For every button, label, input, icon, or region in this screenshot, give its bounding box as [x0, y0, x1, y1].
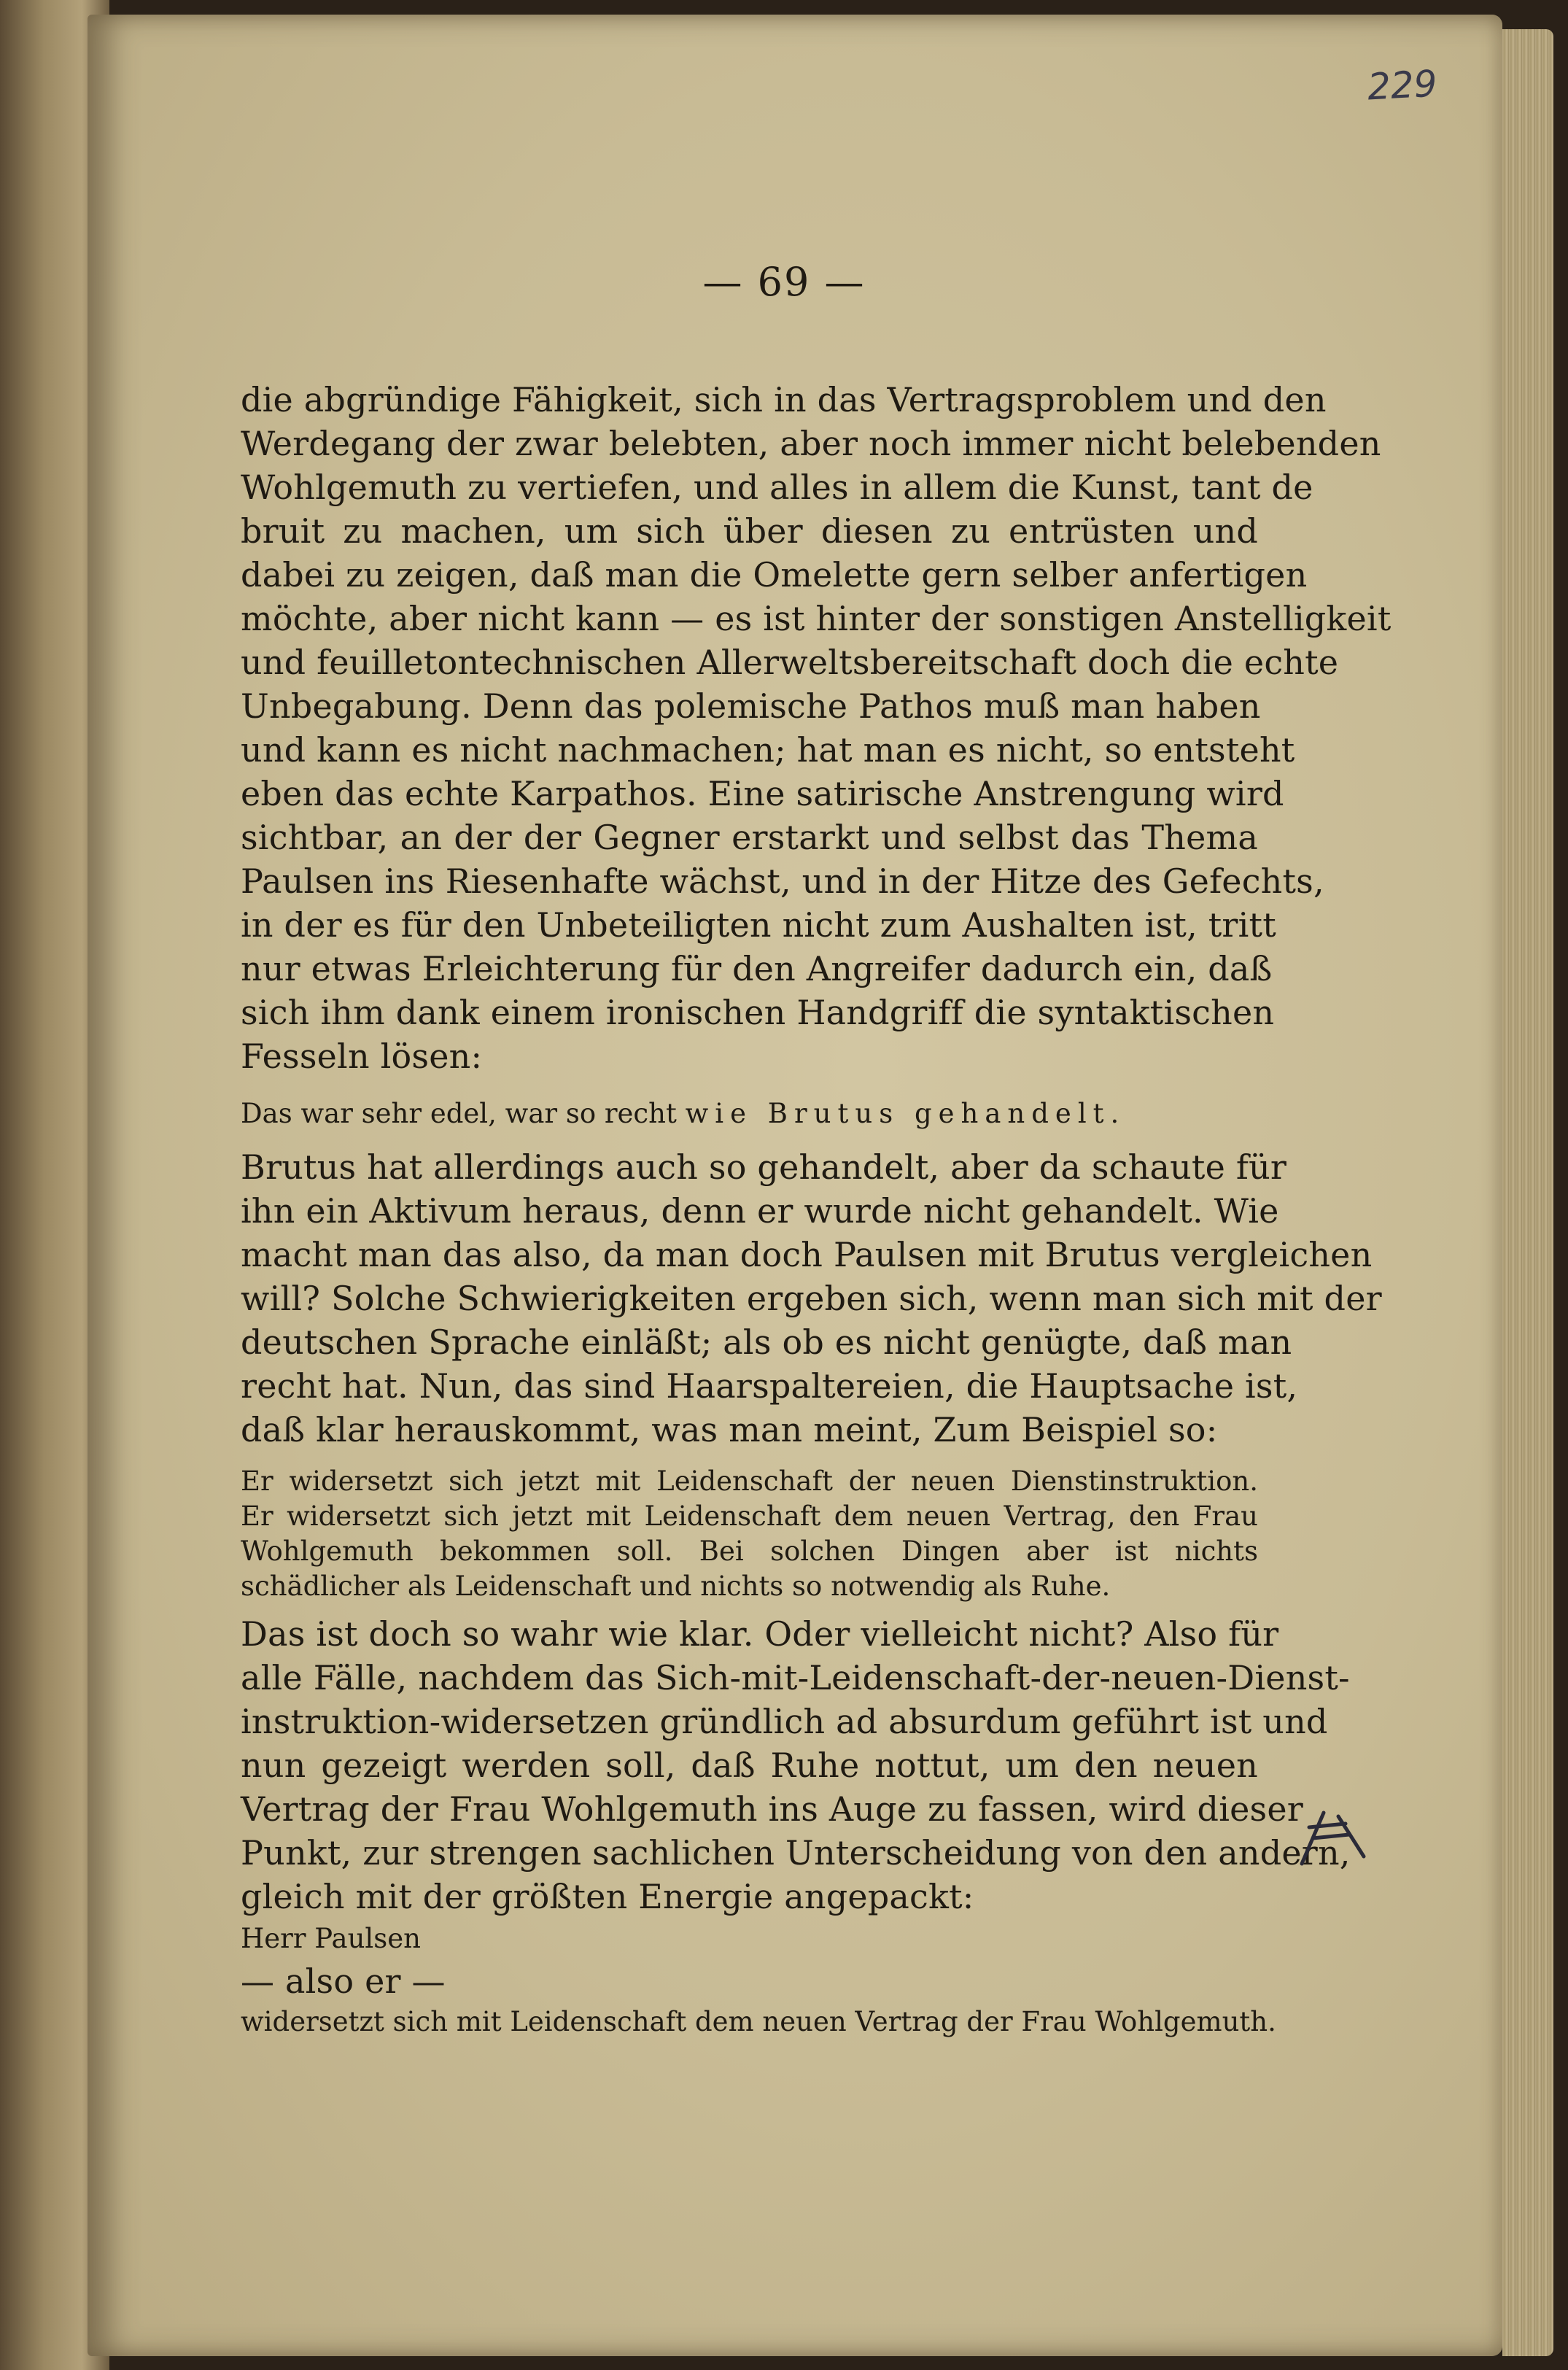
handwritten-correction-mark-icon [1295, 1805, 1367, 1871]
text-line: Werdegang der zwar belebten, aber noch immer nicht belebenden [241, 424, 1381, 463]
text-line: Fesseln lösen: [241, 1037, 483, 1076]
page-number: — 69 — [702, 259, 866, 305]
quote-line: Wohlgemuth bekommen soll. Bei solchen Dingen aber ist nichts [241, 1536, 1258, 1567]
text-line: Vertrag der Frau Wohlgemuth ins Auge zu fassen, wird dieser [241, 1789, 1303, 1829]
quote-line: schädlicher als Leidenschaft und nichts so notwendig als Ruhe. [241, 1571, 1111, 1602]
text-line: Unbegabung. Denn das polemische Pathos muß man haben [241, 686, 1261, 726]
text-line: recht hat. Nun, das sind Haarspaltereien, die Hauptsache ist, [241, 1366, 1298, 1406]
quote-line: Er widersetzt sich jetzt mit Leidenschaft der neuen Dienstinstruktion. [241, 1465, 1258, 1497]
quote-brutus [241, 1096, 1258, 1131]
text-line: deutschen Sprache einläßt; als ob es nicht genügte, daß man [241, 1323, 1292, 1362]
text-line: ihn ein Aktivum heraus, denn er wurde nicht gehandelt. Wie [241, 1191, 1279, 1231]
text-line: gleich mit der größten Energie angepackt: [241, 1877, 974, 1916]
text-line: macht man das also, da man doch Paulsen mit Brutus vergleichen [241, 1235, 1373, 1274]
text-line: eben das echte Karpathos. Eine satirische Anstrengung wird [241, 774, 1284, 813]
text-line: Wohlgemuth zu vertiefen, und alles in allem die Kunst, tant de [241, 468, 1313, 507]
quote-line: Er widersetzt sich jetzt mit Leidenschaft dem neuen Vertrag, den Frau [241, 1500, 1258, 1532]
text-line: dabei zu zeigen, daß man die Omelette gern selber anfertigen [241, 555, 1308, 595]
text-line: die abgründige Fähigkeit, sich in das Vertragsproblem und den [241, 380, 1327, 419]
text-line: sich ihm dank einem ironischen Handgriff die syntaktischen [241, 993, 1275, 1032]
quote-line: — also er — [241, 1962, 446, 2001]
text-line: daß klar herauskommt, was man meint, Zum Beispiel so: [241, 1410, 1218, 1449]
handwritten-folio-number: 229 [1366, 62, 1438, 109]
text-line: will? Solche Schwierigkeiten ergeben sich, wenn man sich mit der [241, 1279, 1382, 1318]
text-line: nun gezeigt werden soll, daß Ruhe nottut, um den neuen [241, 1746, 1258, 1785]
page-edges [1502, 29, 1553, 2356]
text-line: und feuilletontechnischen Allerweltsbereitschaft doch die echte [241, 643, 1339, 682]
text-line: und kann es nicht nachmachen; hat man es nicht, so entsteht [241, 730, 1295, 770]
text-line: Das ist doch so wahr wie klar. Oder vielleicht nicht? Also für [241, 1614, 1279, 1654]
text-line: möchte, aber nicht kann — es ist hinter der sonstigen Anstelligkeit [241, 599, 1392, 638]
text-line: alle Fälle, nachdem das Sich-mit-Leidenschaft-der-neuen-Dienst- [241, 1658, 1350, 1697]
text-line: Paulsen ins Riesenhafte wächst, und in der Hitze des Gefechts, [241, 861, 1324, 901]
quote-brutus-spaced: wie Brutus gehandelt. [685, 1098, 1126, 1129]
text-line: instruktion-widersetzen gründlich ad absurdum geführt ist und [241, 1702, 1328, 1741]
quote-line: Herr Paulsen [241, 1923, 421, 1954]
text-line: Brutus hat allerdings auch so gehandelt, aber da schaute für [241, 1147, 1287, 1187]
text-line: sichtbar, an der der Gegner erstarkt und selbst das Thema [241, 818, 1258, 857]
text-line: in der es für den Unbeteiligten nicht zum Aushalten ist, tritt [241, 905, 1276, 945]
quote-line: widersetzt sich mit Leidenschaft dem neuen Vertrag der Frau Wohlgemuth. [241, 2006, 1276, 2037]
text-line: bruit zu machen, um sich über diesen zu entrüsten und [241, 511, 1258, 551]
text-line: Punkt, zur strengen sachlichen Unterscheidung von den andern, [241, 1833, 1351, 1873]
text-line: nur etwas Erleichterung für den Angreifer dadurch ein, daß [241, 949, 1273, 988]
quote-brutus-plain: Das war sehr edel, war so recht [241, 1098, 686, 1129]
